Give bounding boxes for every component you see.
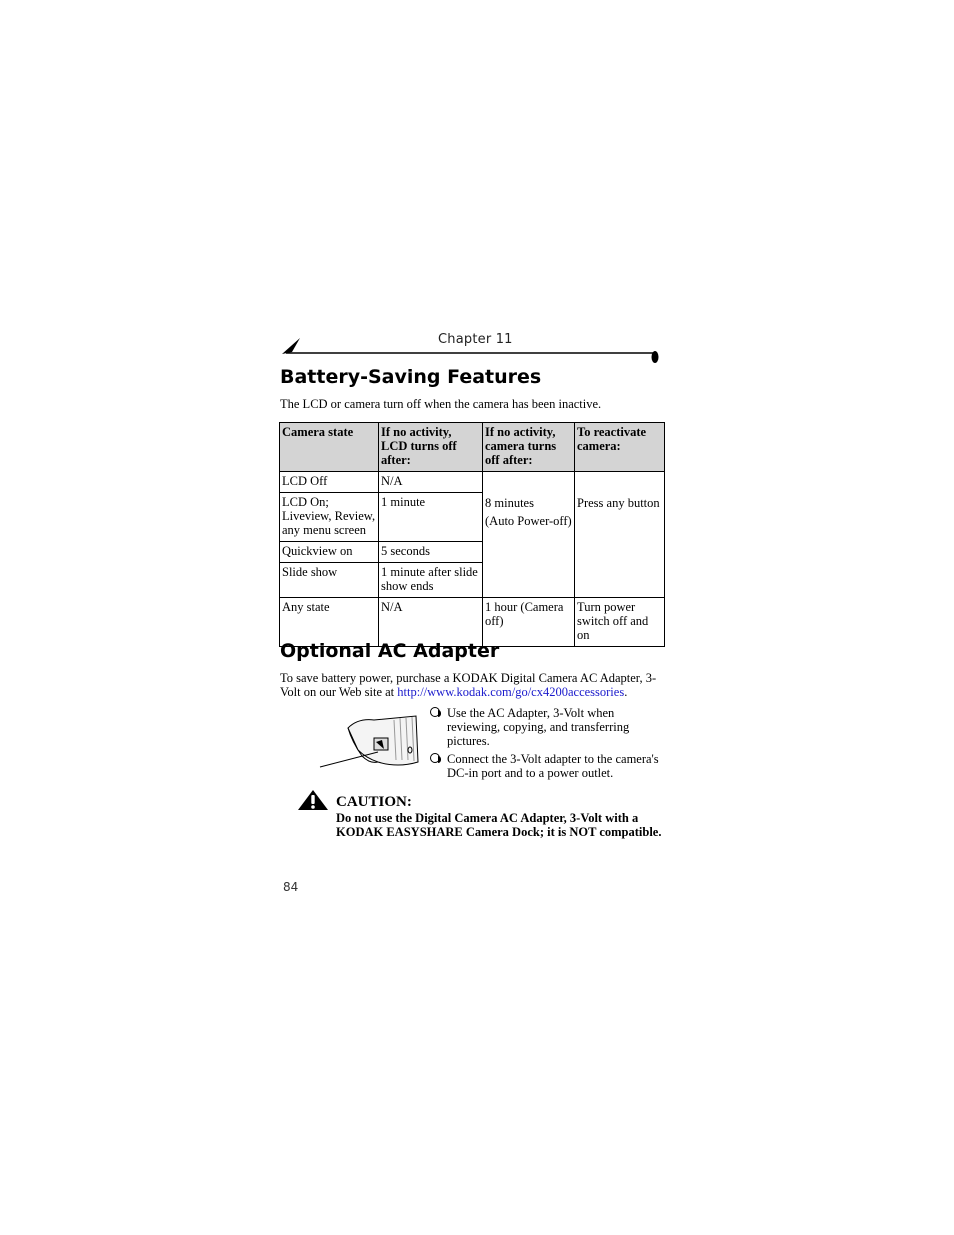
accessories-link[interactable]: http://www.kodak.com/go/cx4200accessories (397, 685, 625, 699)
table-cell-state: LCD Off (280, 472, 379, 493)
table-cell-lcd: N/A (379, 598, 483, 647)
ac-adapter-heading: Optional AC Adapter (280, 640, 500, 662)
table-cell-camera-off-merged (483, 472, 575, 598)
bullet-icon (430, 753, 440, 763)
table-row (280, 472, 665, 493)
table-header-cell: Camera state (280, 423, 379, 472)
table-header-cell: If no activity, camera turns off after: (483, 423, 575, 472)
table-cell-lcd: 1 minute (379, 493, 483, 542)
camera-dc-in-illustration (318, 712, 426, 770)
table-cell-reactivate: Turn power switch off and on (575, 598, 665, 647)
ac-adapter-text-end: . (624, 685, 628, 699)
warning-icon (297, 789, 329, 811)
battery-saving-table (279, 422, 665, 647)
ac-adapter-bullet-list (430, 706, 670, 784)
chapter-label: Chapter 11 (438, 332, 513, 347)
battery-intro-text: The LCD or camera turn off when the camera has been inactive. (280, 397, 602, 411)
page-number: 84 (283, 880, 299, 894)
camera-off-note: (Auto Power-off) (485, 514, 572, 528)
camera-off-time: 8 minutes (485, 496, 534, 510)
table-cell-reactivate-merged: Press any button (575, 472, 665, 598)
ac-adapter-text-lead: To save battery power, purchase a KODAK Digital Camera AC Adapter, 3-Volt on our Web site at (280, 671, 657, 699)
table-cell-lcd: 1 minute after slide show ends (379, 563, 483, 598)
table-cell-camera-off: 1 hour (Camera off) (483, 598, 575, 647)
ac-adapter-text (280, 671, 665, 699)
bullet-icon (430, 707, 440, 717)
table-cell-state: Quickview on (280, 542, 379, 563)
table-header-cell: To reactivate camera: (575, 423, 665, 472)
caution-body: Do not use the Digital Camera AC Adapter, 3-Volt with a KODAK EASYSHARE Camera Dock; it is NOT compatible. (336, 811, 662, 839)
table-header-row (280, 423, 665, 472)
table-cell-lcd: 5 seconds (379, 542, 483, 563)
caution-title: CAUTION: (336, 794, 412, 810)
table-cell-state: Any state (280, 598, 379, 647)
table-cell-state: Slide show (280, 563, 379, 598)
list-item (430, 752, 670, 780)
bullet-text: Use the AC Adapter, 3-Volt when reviewing, copying, and transferring pictures. (447, 706, 630, 748)
battery-saving-heading: Battery-Saving Features (280, 366, 542, 388)
list-item (430, 706, 670, 748)
bullet-text: Connect the 3-Volt adapter to the camera's DC-in port and to a power outlet. (447, 752, 659, 780)
table-cell-lcd: N/A (379, 472, 483, 493)
table-header-cell: If no activity, LCD turns off after: (379, 423, 483, 472)
table-cell-state: LCD On; Liveview, Review, any menu screen (280, 493, 379, 542)
